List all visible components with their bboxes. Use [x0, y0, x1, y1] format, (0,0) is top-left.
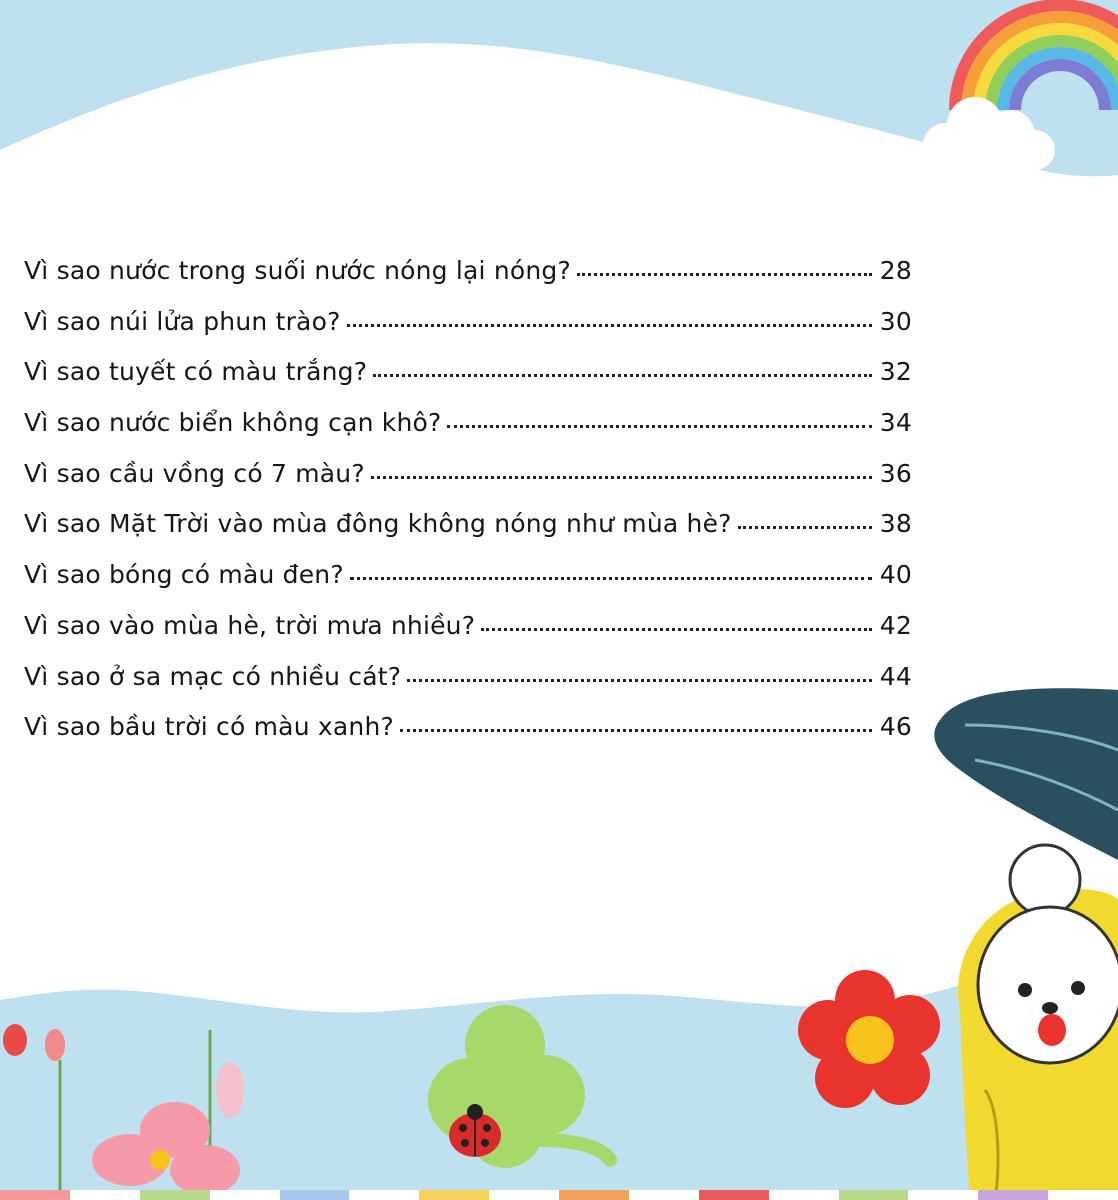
toc-entry-page: 32	[879, 357, 912, 387]
toc-entry	[24, 662, 912, 713]
toc-entry	[24, 307, 912, 358]
toc-entry-title: Vì sao bóng có màu đen?	[24, 560, 344, 590]
toc-entry-title: Vì sao nước biển không cạn khô?	[24, 408, 442, 438]
toc-entry	[24, 408, 912, 459]
toc-leader-dots	[371, 476, 872, 479]
toc-entry-page: 38	[879, 509, 912, 539]
toc-entry-title: Vì sao Mặt Trời vào mùa đông không nóng như mùa hè?	[24, 509, 732, 539]
toc-entry	[24, 509, 912, 560]
toc-leader-dots	[350, 577, 872, 580]
rainbow-icon	[955, 5, 1118, 110]
toc-entry-page: 28	[879, 256, 912, 285]
toc-leader-dots	[447, 425, 872, 428]
cloud-icon	[923, 97, 1055, 170]
toc-entry-title: Vì sao vào mùa hè, trời mưa nhiều?	[24, 610, 476, 640]
toc-entry-page: 44	[879, 661, 912, 691]
toc-leader-dots	[738, 526, 872, 529]
toc-entry-title: Vì sao bầu trời có màu xanh?	[24, 712, 394, 742]
toc-entry-title: Vì sao cầu vồng có 7 màu?	[24, 458, 365, 488]
toc-entry	[24, 611, 912, 662]
footer-color-strip	[0, 1190, 1118, 1200]
pink-flower-icon	[3, 1024, 244, 1200]
toc-leader-dots	[347, 324, 872, 327]
toc-entry-page: 42	[879, 610, 912, 640]
toc-entry	[24, 459, 912, 510]
toc-entry-title: Vì sao ở sa mạc có nhiều cát?	[24, 661, 402, 691]
toc-leader-dots	[407, 679, 872, 682]
toc-entry	[24, 256, 912, 307]
toc-entry	[24, 712, 912, 763]
toc-entry-page: 30	[879, 306, 912, 336]
toc-entry	[24, 560, 912, 611]
toc-leader-dots	[577, 273, 872, 276]
table-of-contents	[24, 256, 912, 763]
toc-entry-title: Vì sao tuyết có màu trắng?	[24, 357, 368, 387]
toc-entry-page: 34	[879, 408, 912, 438]
toc-entry-page: 46	[879, 712, 912, 742]
toc-leader-dots	[400, 729, 872, 732]
toc-entry-page: 36	[879, 458, 912, 488]
toc-entry-title: Vì sao núi lửa phun trào?	[24, 306, 341, 336]
toc-leader-dots	[481, 628, 872, 631]
toc-entry	[24, 357, 912, 408]
toc-entry-title: Vì sao nước trong suối nước nóng lại nóng?	[24, 256, 571, 285]
toc-leader-dots	[373, 374, 872, 377]
toc-entry-page: 40	[879, 560, 912, 590]
